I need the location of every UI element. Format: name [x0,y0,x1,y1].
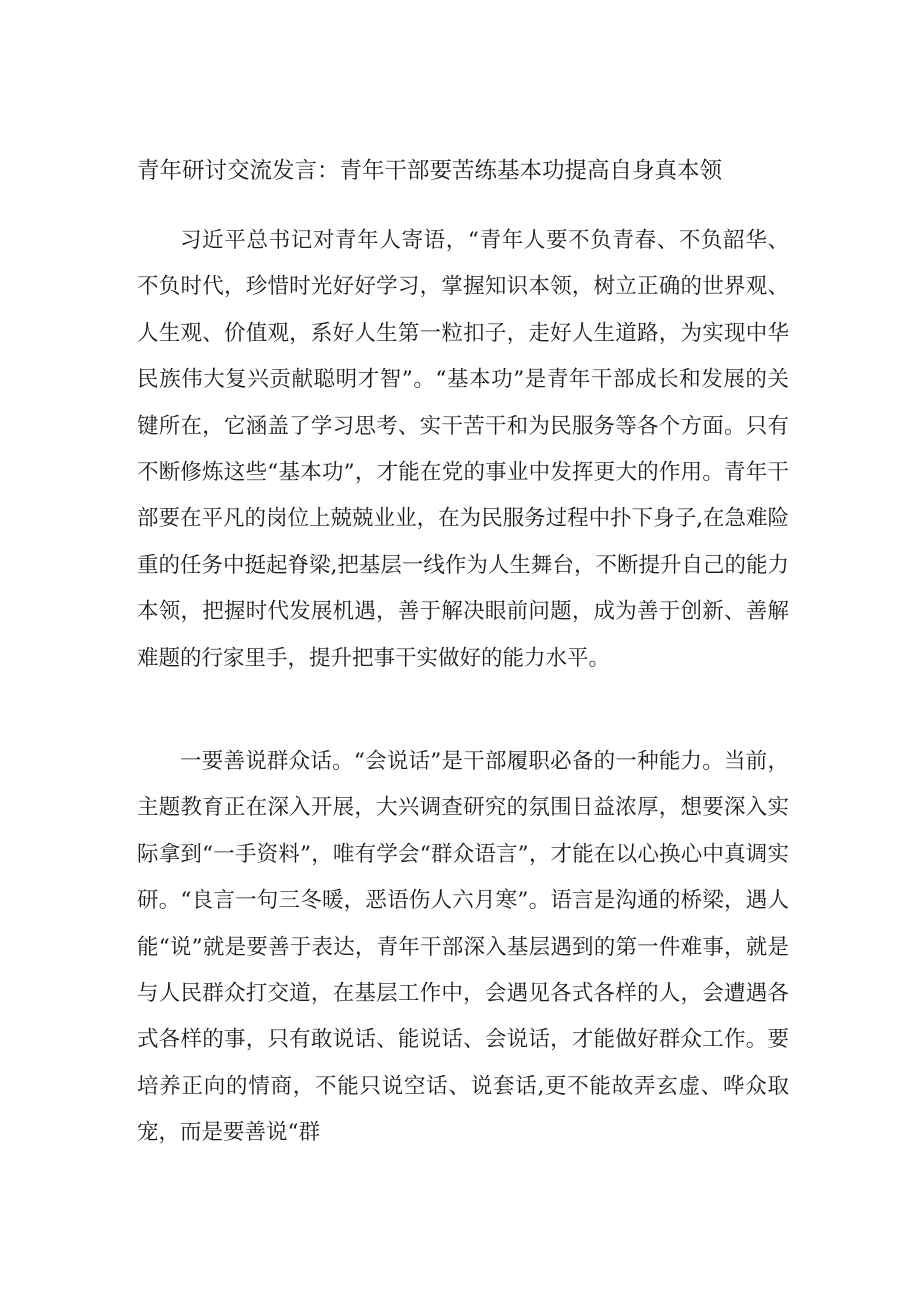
document-title: 青年研讨交流发言：青年干部要苦练基本功提高自身真本领 [137,158,723,184]
body-paragraph-2: 一要善说群众话。“会说话”是干部履职必备的一种能力。当前，主题教育正在深入开展，大兴调查研究的氛围日益浓厚，想要深入实际拿到“一手资料”，唯有学会“群众语言”，才能在以心换心中真调实研。“良言一句三冬暖，恶语伤人六月寒”。语言是沟通的桥梁，遇人能“说”就是要善于表达，青年干部深入基层遇到的第一件难事，就是与人民群众打交道，在基层工作中，会遇见各式各样的人，会遭遇各式各样的事，只有敢说话、能说话、会说话，才能做好群众工作。要培养正向的情商，不能只说空话、说套话,更不能故弄玄虚、哗众取宠，而是要善说“群 [137,749,789,1146]
body-paragraph-1: 习近平总书记对青年人寄语，“青年人要不负青春、不负韶华、不负时代，珍惜时光好好学习，掌握知识本领，树立正确的世界观、人生观、价值观，系好人生第一粒扣子，走好人生道路，为实现中华民族伟大复兴贡献聪明才智”。“基本功”是青年干部成长和发展的关键所在，它涵盖了学习思考、实干苦干和为民服务等各个方面。只有不断修炼这些“基本功”，才能在党的事业中发挥更大的作用。青年干部要在平凡的岗位上兢兢业业，在为民服务过程中扑下身子,在急难险重的任务中挺起脊梁,把基层一线作为人生舞台，不断提升自己的能力本领，把握时代发展机遇，善于解决眼前问题，成为善于创新、善解难题的行家里手，提升把事干实做好的能力水平。 [137,228,789,671]
